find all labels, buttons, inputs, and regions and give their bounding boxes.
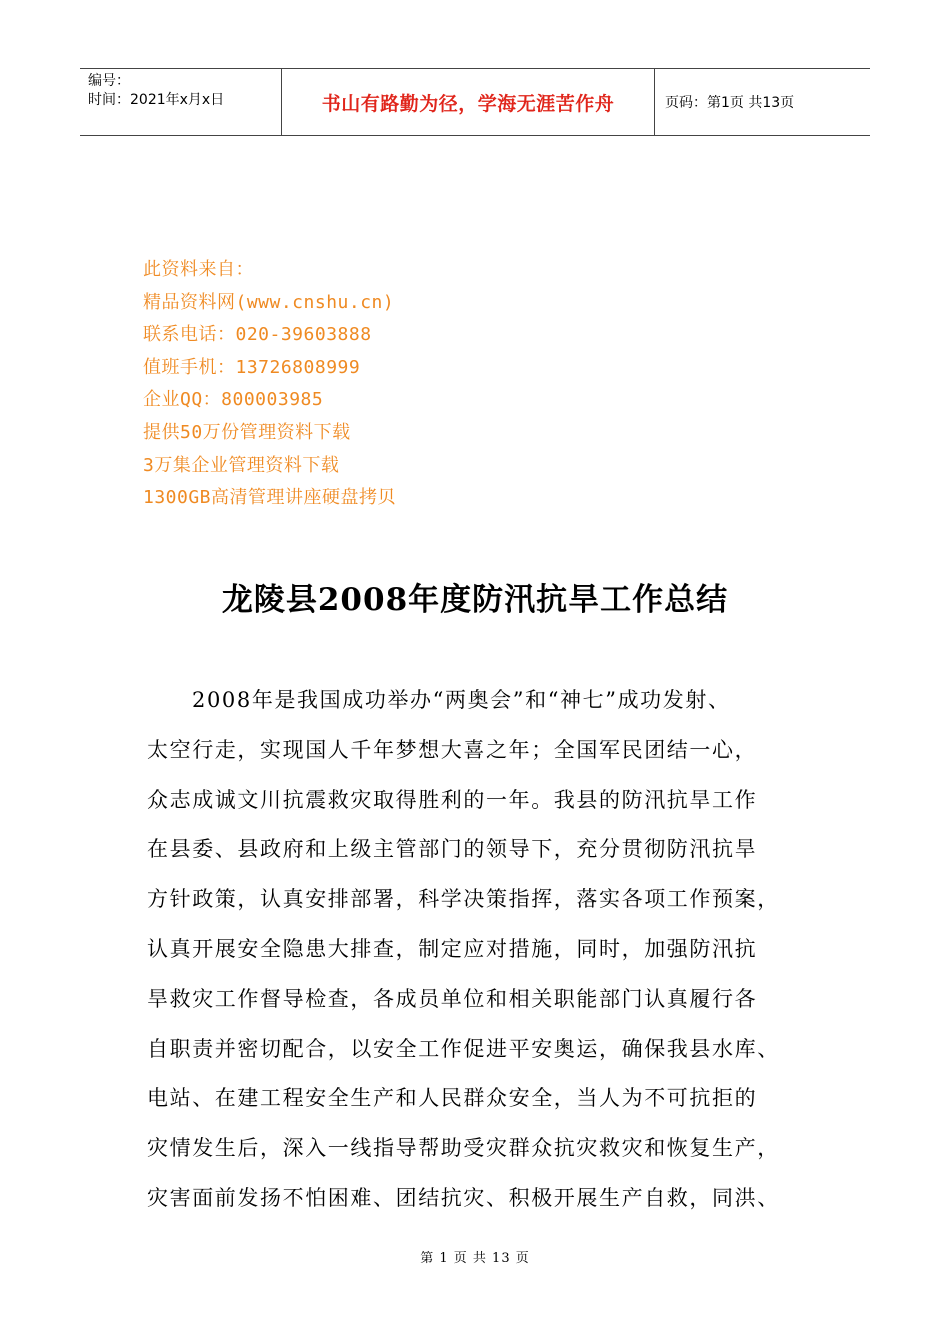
document-title: 龙陵县2008年度防汛抗旱工作总结 <box>221 582 729 618</box>
paragraph-line: 在县委、县政府和上级主管部门的领导下，充分贯彻防汛抗旱 <box>147 837 758 862</box>
paragraph-line: 旱救灾工作督导检查，各成员单位和相关职能部门认真履行各 <box>147 986 758 1011</box>
source-line: 企业QQ：800003985 <box>143 389 324 411</box>
body-paragraph <box>147 676 827 1224</box>
paragraph-line: 灾害面前发扬不怕困难、团结抗灾、积极开展生产自救，同洪、 <box>147 1185 780 1210</box>
source-line: 1300GB高清管理讲座硬盘拷贝 <box>143 487 397 509</box>
source-line: 联系电话：020-39603888 <box>143 324 372 346</box>
paragraph-line: 电站、在建工程安全生产和人民群众安全，当人为不可抗拒的 <box>147 1086 758 1111</box>
paragraph-line: 自职责并密切配合，以安全工作促进平安奥运，确保我县水库、 <box>147 1036 780 1061</box>
document-number-label: 编号： <box>88 73 130 89</box>
source-line: 提供50万份管理资料下载 <box>143 421 351 443</box>
source-info-block <box>143 254 396 515</box>
page-footer: 第 1 页 共 13 页 <box>420 1251 530 1266</box>
paragraph-line: 方针政策，认真安排部署，科学决策指挥，落实各项工作预案， <box>147 887 780 912</box>
source-line: 精品资料网(www.cnshu.cn) <box>143 291 395 313</box>
source-line: 此资料来自： <box>143 259 254 280</box>
paragraph-line: 认真开展安全隐患大排查，制定应对措施，同时，加强防汛抗 <box>147 936 758 961</box>
source-line: 3万集企业管理资料下载 <box>143 454 340 476</box>
header-motto: 书山有路勤为径，学海无涯苦作舟 <box>282 69 655 135</box>
document-date: 时间：2021年x月x日 <box>88 92 225 108</box>
paragraph-line: 众志成诚文川抗震救灾取得胜利的一年。我县的防汛抗旱工作 <box>147 787 758 812</box>
paragraph-line: 太空行走，实现国人千年梦想大喜之年；全国军民团结一心， <box>147 737 758 762</box>
paragraph-line: 灾情发生后，深入一线指导帮助受灾群众抗灾救灾和恢复生产， <box>147 1136 780 1161</box>
header-meta <box>80 69 282 135</box>
paragraph-line: 2008年是我国成功举办“两奥会”和“神七”成功发射、 <box>192 688 731 712</box>
header-page-info: 页码：第1页 共13页 <box>665 95 795 111</box>
source-line: 值班手机：13726808999 <box>143 356 361 378</box>
page-header <box>80 68 870 136</box>
